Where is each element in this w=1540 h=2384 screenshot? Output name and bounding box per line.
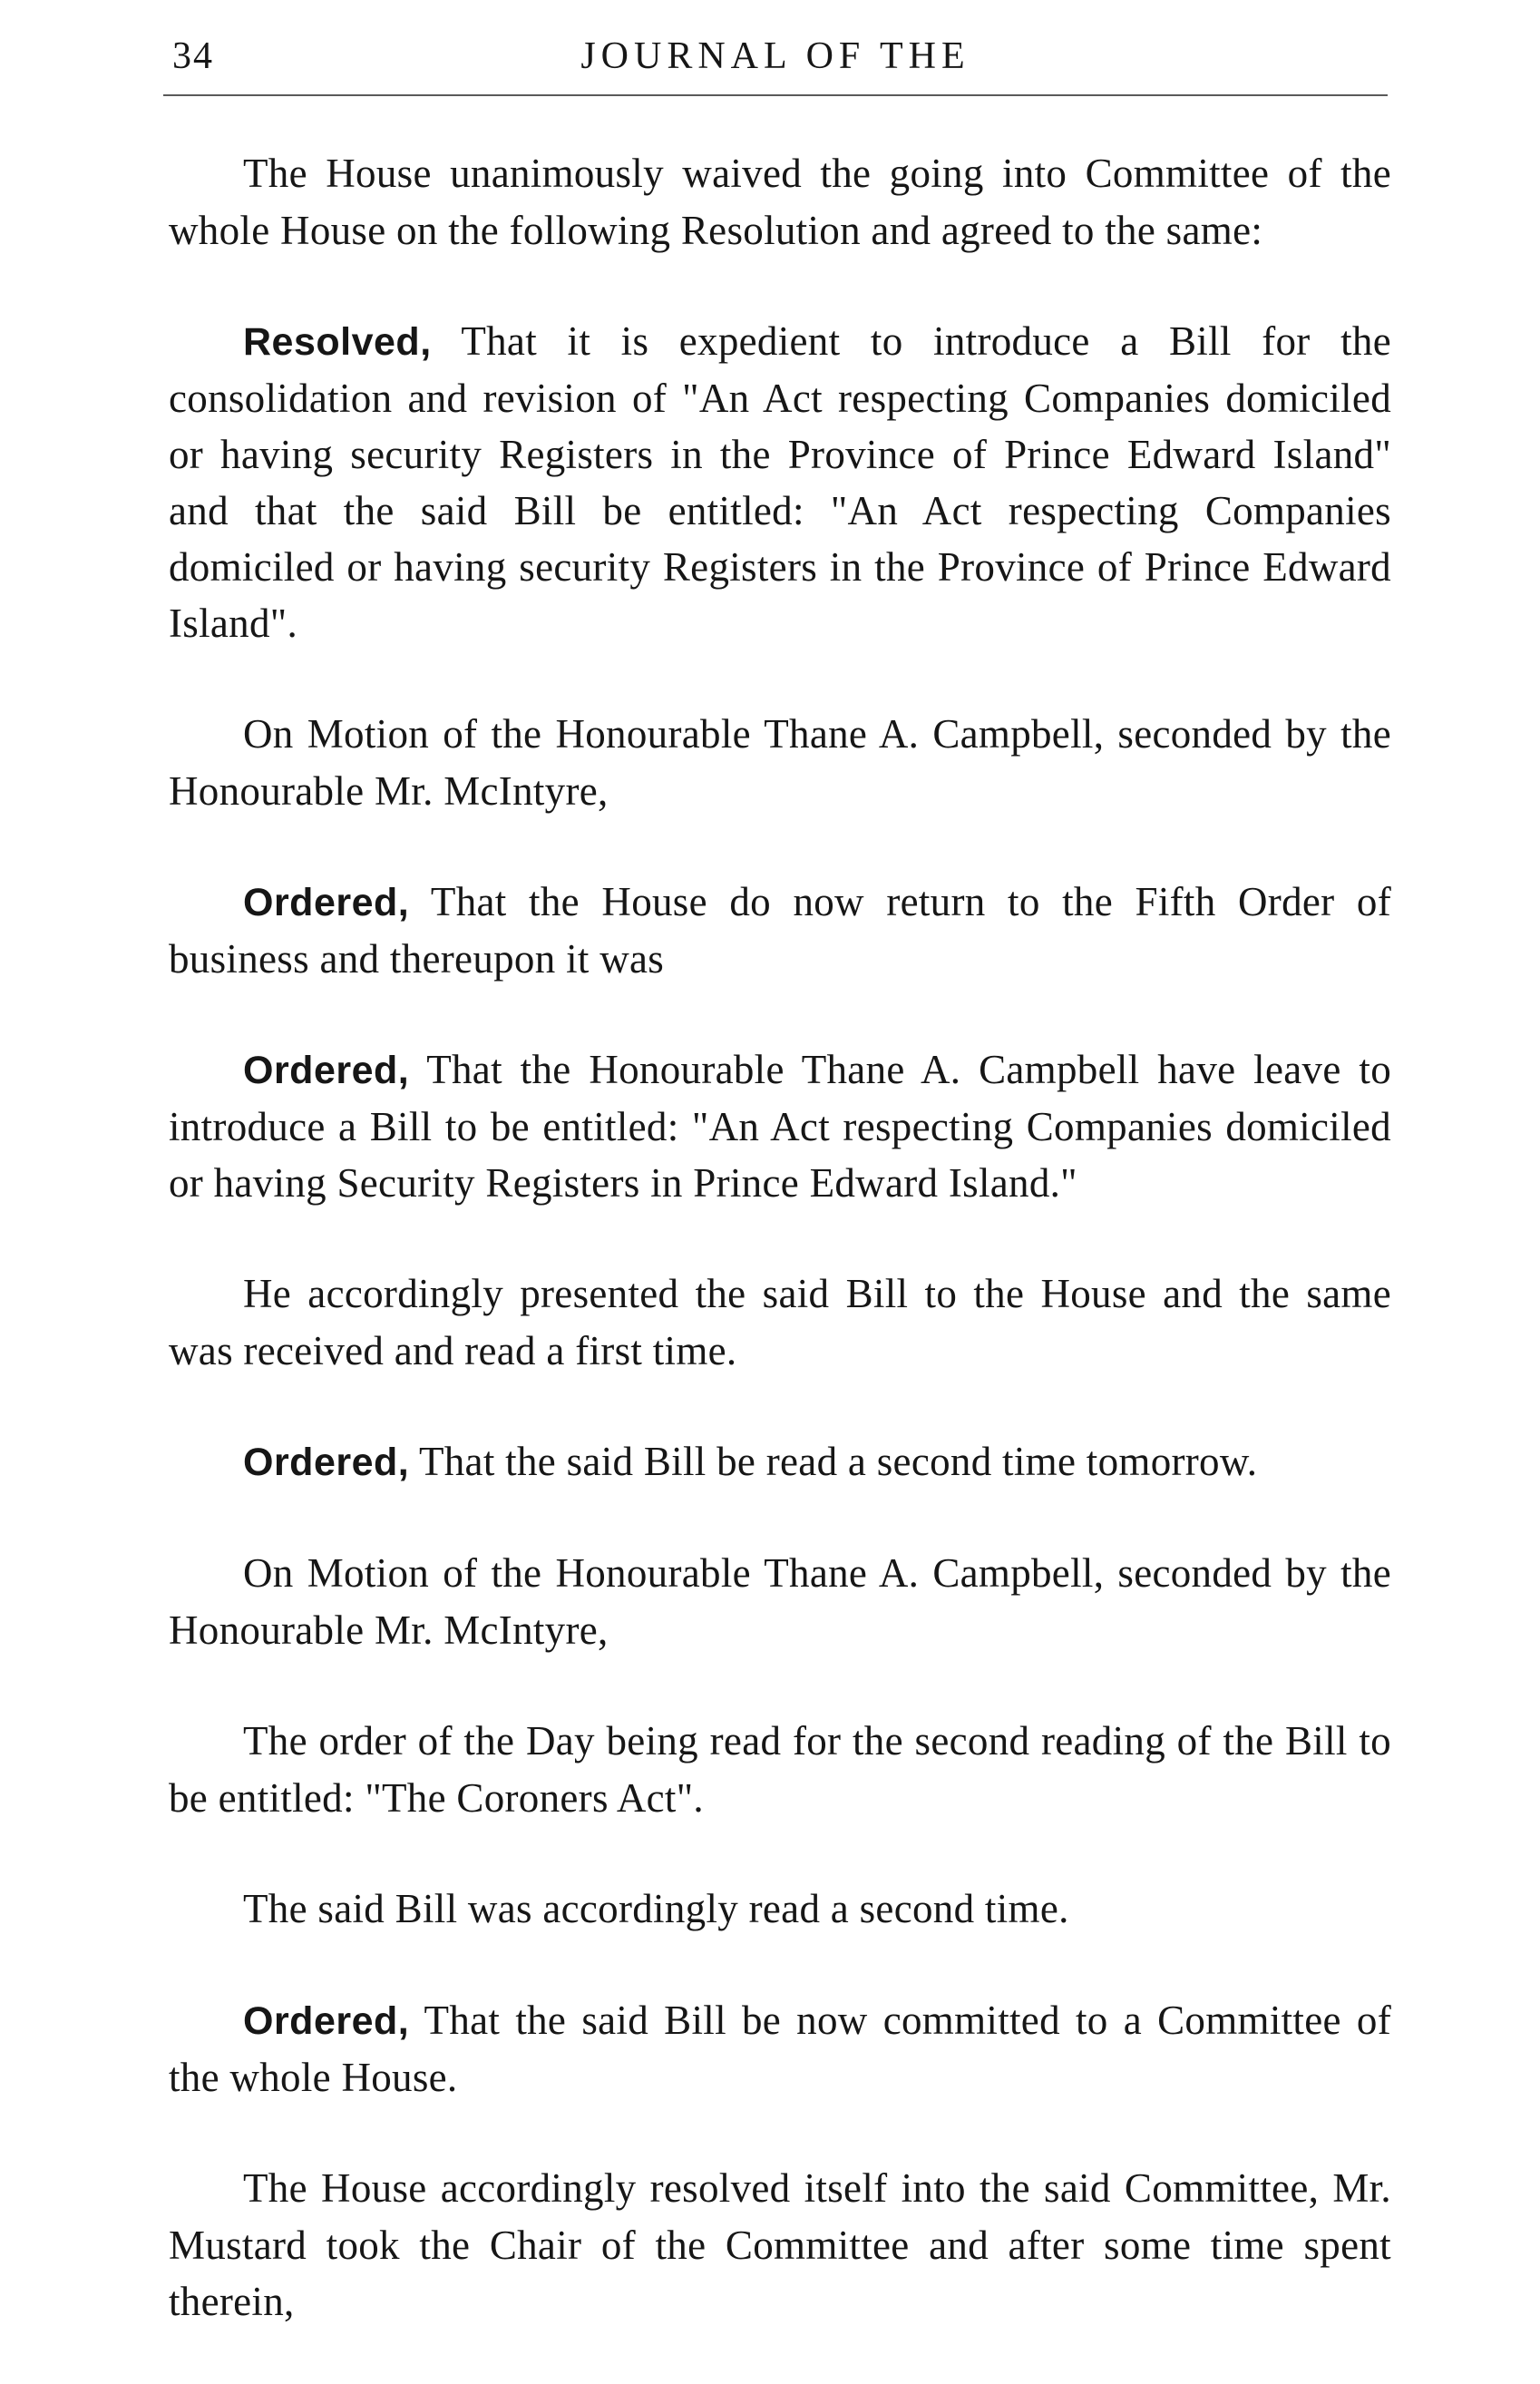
paragraph-label: Ordered, [243,1441,410,1484]
paragraph-read-second-time [169,1881,1391,1938]
paragraph-text: The said Bill was accordingly read a second time. [243,1886,1069,1931]
paragraph-order-of-day [169,1713,1391,1826]
paragraph-text: He accordingly presented the said Bill to the House and the same was received and read a first time. [169,1271,1391,1373]
paragraph-label: Resolved, [243,320,432,364]
journal-title: JOURNAL OF THE [580,35,970,77]
paragraph-ordered-return [169,874,1391,987]
running-head [163,34,1388,98]
paragraph-text: The House unanimously waived the going into Committee of the whole House on the following Resolution and agreed to the same: [169,151,1391,253]
paragraph-ordered-committed [169,1992,1391,2106]
header-rule [163,94,1388,96]
paragraph-motion [169,706,1391,819]
page-number: 34 [172,35,214,77]
paragraph-text: That it is expedient to introduce a Bill for the consolidation and revision of "An Act respecting Companies domiciled or having security Registers in the Province of Prince Edward Island" and that the said Bill be entitled: "An Act respecting Companies domiciled or having security Registers in the Province of Prince Edward Island". [169,318,1391,646]
paragraph-label: Ordered, [243,1999,410,2043]
journal-body [169,145,1391,2384]
paragraph-text: On Motion of the Honourable Thane A. Campbell, seconded by the Honourable Mr. McIntyre, [169,711,1391,814]
paragraph-label: Ordered, [243,881,410,924]
paragraph-text: That the said Bill be read a second time tomorrow. [409,1439,1258,1484]
paragraph-presented [169,1265,1391,1379]
paragraph-text: That the Honourable Thane A. Campbell have leave to introduce a Bill to be entitled: "An Act respecting Companies domiciled or having Security Registers in Prince Edward Island." [169,1047,1391,1206]
paragraph-committee-resolved [169,2160,1391,2330]
paragraph-ordered-second-reading [169,1433,1391,1490]
paragraph-text: The House accordingly resolved itself into the said Committee, Mr. Mustard took the Chair of the Committee and after some time spent therein, [169,2165,1391,2324]
paragraph-resolved [169,313,1391,651]
paragraph-waived-committee [169,145,1391,259]
paragraph-text: The order of the Day being read for the second reading of the Bill to be entitled: "The Coroners Act". [169,1718,1391,1821]
paragraph-label: Ordered, [243,1049,410,1092]
paragraph-text: On Motion of the Honourable Thane A. Campbell, seconded by the Honourable Mr. McIntyre, [169,1550,1391,1653]
paragraph-ordered-leave [169,1041,1391,1211]
paragraph-text: That the said Bill be now committed to a Committee of the whole House. [169,1998,1391,2100]
paragraph-text: That the House do now return to the Fifth Order of business and thereupon it was [169,879,1391,982]
paragraph-motion-second [169,1545,1391,1658]
